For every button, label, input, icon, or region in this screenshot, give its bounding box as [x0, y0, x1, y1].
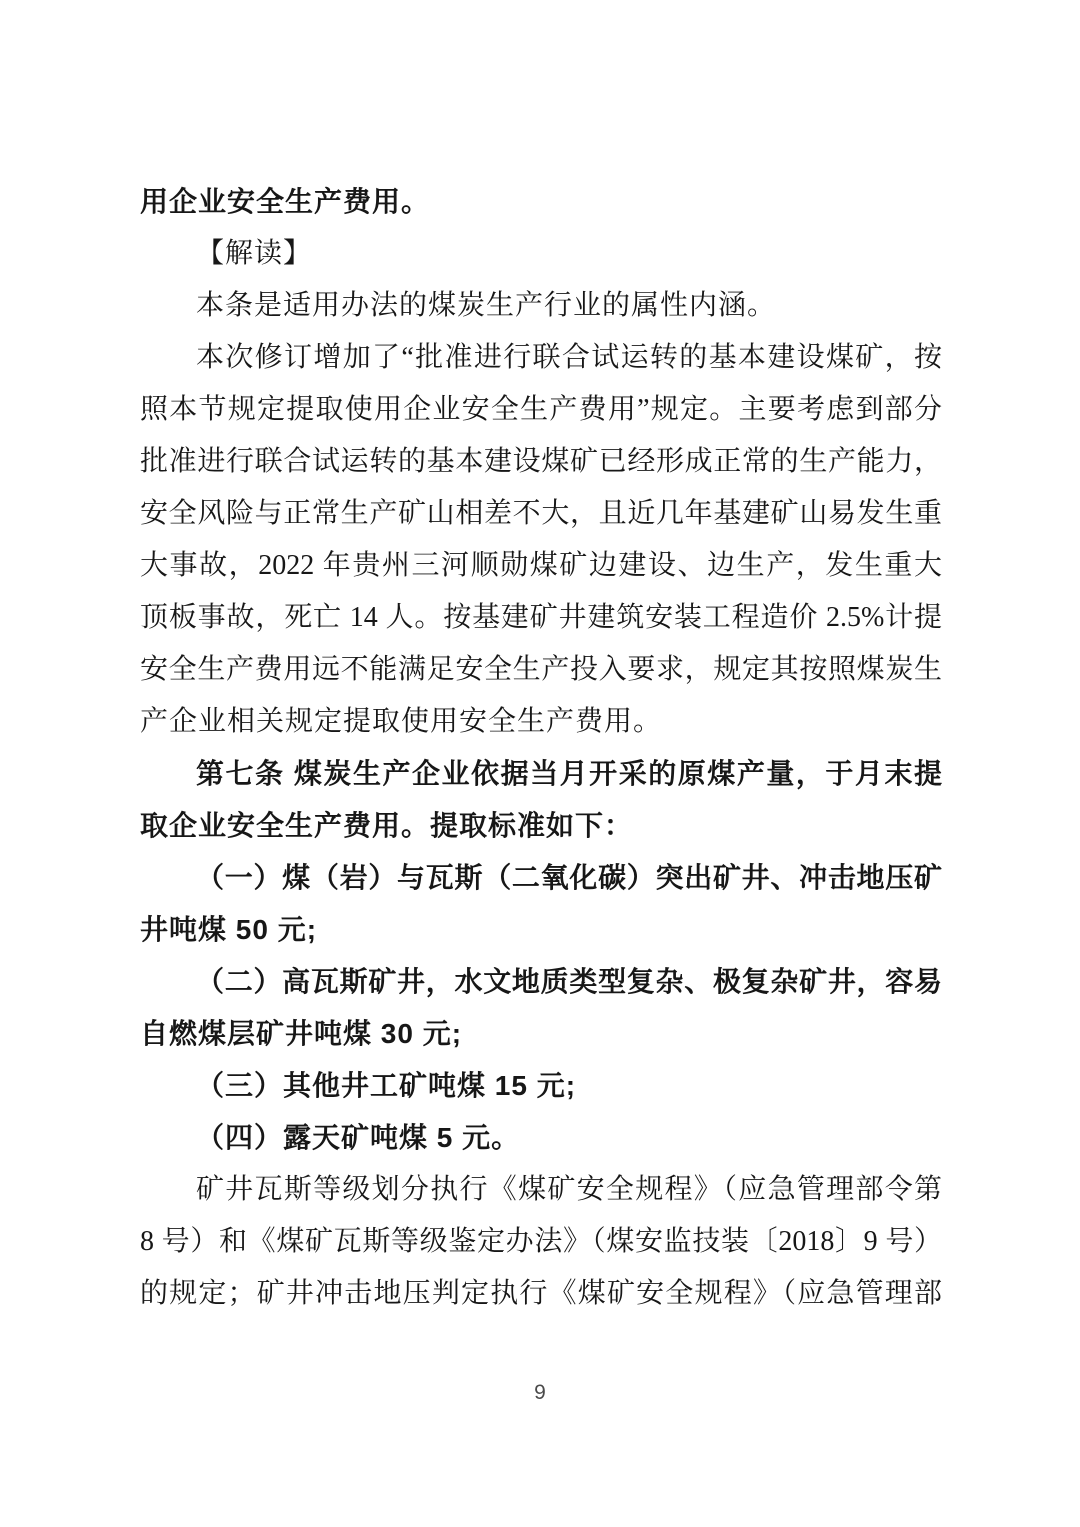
paragraph-item-4 — [140, 1112, 942, 1164]
text-line: 安全风险与正常生产矿山相差不大，且近几年基建矿山易发生重 — [140, 498, 942, 529]
text-line: 产企业相关规定提取使用安全生产费用。 — [140, 706, 663, 737]
text-line: 取企业安全生产费用。提取标准如下： — [140, 810, 634, 841]
document-body — [140, 176, 942, 1320]
text-line: 顶板事故，死亡 14 人。按基建矿井建筑安装工程造价 2.5%计提 — [140, 602, 942, 633]
text-line: 【解读】 — [196, 238, 313, 269]
text-line: （三）其他井工矿吨煤 15 元; — [196, 1070, 577, 1101]
paragraph-annotation-label — [140, 228, 942, 280]
paragraph-body — [140, 280, 942, 332]
text-line: 大事故，2022 年贵州三河顺勋煤矿边建设、边生产，发生重大 — [140, 550, 942, 581]
text-line: 批准进行联合试运转的基本建设煤矿已经形成正常的生产能力， — [140, 446, 942, 477]
text-line: （四）露天矿吨煤 5 元。 — [196, 1122, 521, 1153]
text-line: 自燃煤层矿井吨煤 30 元; — [140, 1018, 463, 1049]
text-line: 本条是适用办法的煤炭生产行业的属性内涵。 — [196, 290, 777, 321]
text-line: 本次修订增加了“批准进行联合试运转的基本建设煤矿，按 — [196, 342, 942, 373]
paragraph-body — [140, 332, 942, 748]
text-line: 井吨煤 50 元; — [140, 914, 318, 945]
text-line: 第七条 煤炭生产企业依据当月开采的原煤产量，于月末提 — [196, 758, 942, 789]
text-line: 8 号）和《煤矿瓦斯等级鉴定办法》（煤安监技装〔2018〕9 号） — [140, 1226, 942, 1257]
text-line: 用企业安全生产费用。 — [140, 186, 431, 217]
page-number: 9 — [534, 1381, 546, 1404]
page-footer — [0, 1378, 1080, 1408]
text-line: 安全生产费用远不能满足安全生产投入要求，规定其按照煤炭生 — [140, 654, 942, 685]
paragraph-item-1 — [140, 852, 942, 956]
text-line: （二）高瓦斯矿井，水文地质类型复杂、极复杂矿井，容易 — [196, 966, 942, 997]
text-line: 照本节规定提取使用企业安全生产费用”规定。主要考虑到部分 — [140, 394, 942, 425]
paragraph-article-7 — [140, 748, 942, 852]
paragraph-continuation-of-previous-page — [140, 176, 942, 228]
paragraph-item-3 — [140, 1060, 942, 1112]
text-line: 的规定；矿井冲击地压判定执行《煤矿安全规程》（应急管理部 — [140, 1278, 942, 1309]
text-line: （一）煤（岩）与瓦斯（二氧化碳）突出矿井、冲击地压矿 — [196, 862, 942, 893]
paragraph-body — [140, 1164, 942, 1320]
text-line: 矿井瓦斯等级划分执行《煤矿安全规程》（应急管理部令第 — [196, 1174, 942, 1205]
paragraph-item-2 — [140, 956, 942, 1060]
